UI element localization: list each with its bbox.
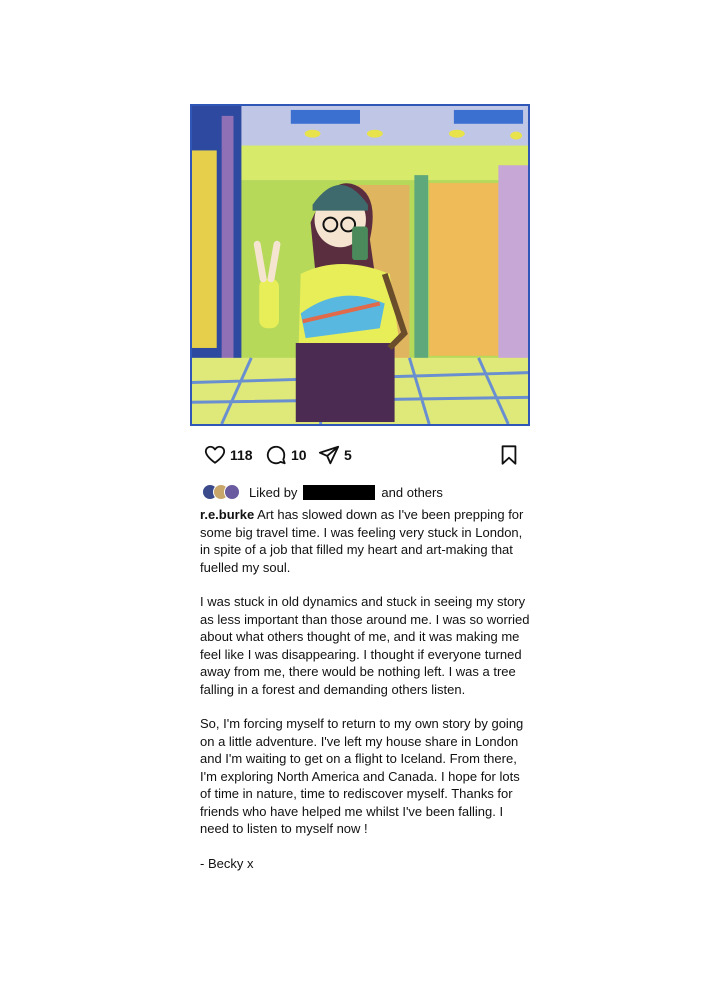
comment-count: 10 [291, 447, 307, 463]
comment-action[interactable] [265, 444, 307, 466]
colored-pencil-illustration [192, 106, 528, 424]
caption-username[interactable]: r.e.burke [200, 507, 255, 522]
action-bar [190, 444, 530, 478]
comment-bubble-icon[interactable] [265, 444, 287, 466]
save-action[interactable] [498, 444, 520, 471]
post-image[interactable] [190, 104, 530, 426]
liked-by-row [202, 484, 530, 500]
liked-by-prefix: Liked by [249, 484, 298, 500]
liker-avatars[interactable] [202, 484, 235, 500]
instagram-post [190, 104, 530, 889]
liked-by-suffix: and others [381, 484, 443, 500]
paper-plane-icon[interactable] [318, 444, 340, 466]
caption-paragraph [200, 506, 530, 576]
share-count: 5 [344, 447, 352, 463]
like-action[interactable] [204, 444, 253, 466]
redacted-username [303, 485, 375, 500]
heart-icon[interactable] [204, 444, 226, 466]
share-action[interactable] [318, 444, 352, 466]
caption-text: Art has slowed down as I've been prepping for some big travel time. I was feeling very stuck in London, in spite of a job that filled my heart and art-making that fuelled my soul. [200, 507, 524, 575]
bookmark-icon[interactable] [498, 444, 520, 466]
like-count: 118 [230, 447, 253, 463]
post-caption [200, 506, 530, 872]
caption-signoff: - Becky x [200, 855, 254, 871]
avatar[interactable] [224, 484, 240, 500]
caption-paragraph: So, I'm forcing myself to return to my own story by going on a little adventure. I've left my house share in London and I'm waiting to get on a flight to Iceland. From there, I'm exploring North America and Canada. I hope for lots of time in nature, time to rediscover myself. Thanks for friends who have helped me whilst I've been falling. I need to listen to myself now ! [200, 716, 524, 836]
caption-paragraph: I was stuck in old dynamics and stuck in seeing my story as less important than those around me. I was so worried about what others thought of me, and it was making me feel like I was disappearing. I thought if everyone turned away from me, there would be nothing left. I was a tree falling in a forest and demanding others listen. [200, 594, 530, 697]
